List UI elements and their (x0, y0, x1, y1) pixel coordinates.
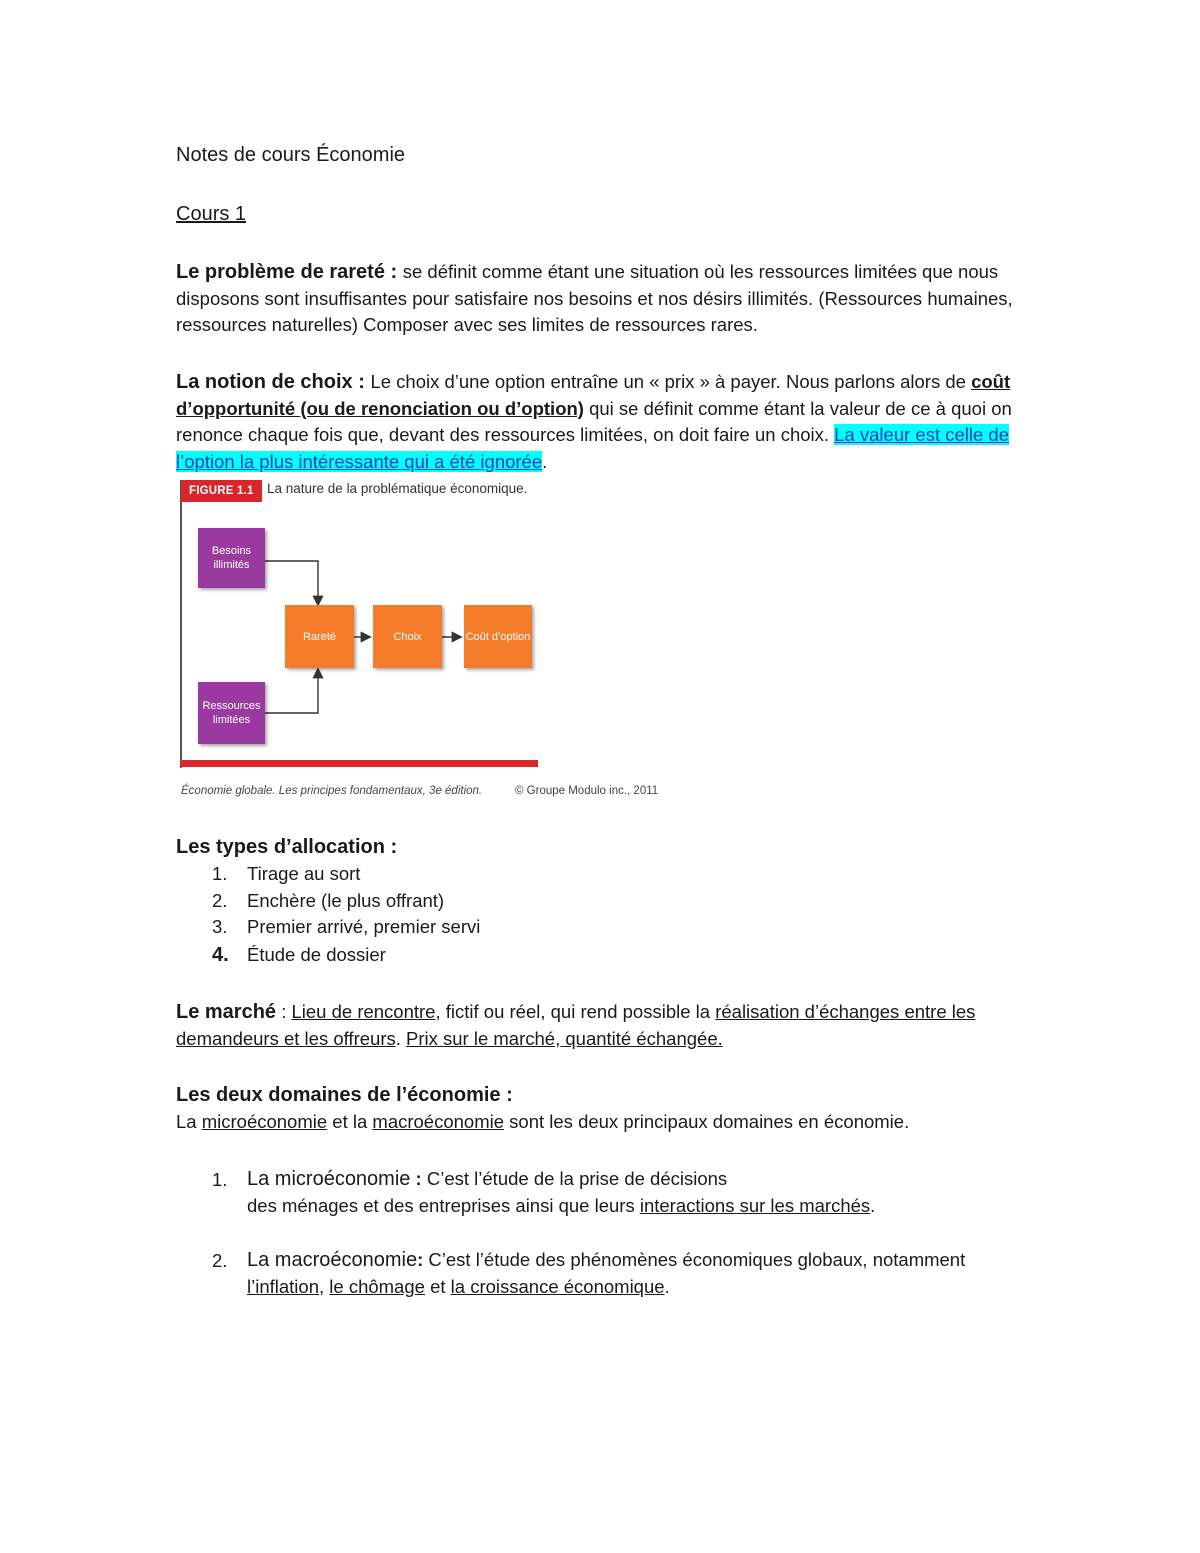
figure-copyright: © Groupe Modulo inc., 2011 (515, 785, 659, 797)
rarete-definition: se définit comme étant une situation où les ressources limitées que nous disposons sont insuffisantes pour satisfaire nos besoins et nos désirs illimités. (Ressources humaines, ressources naturelles) Composer avec ses limites de ressources rares. (176, 261, 1013, 335)
heading-allocation: Les types d’allocation : (176, 836, 398, 858)
arrow-besoins-rarete (265, 561, 318, 604)
list-item (176, 888, 1036, 915)
paragraph-rarete (176, 259, 1036, 339)
paragraph-marche (176, 999, 1036, 1052)
figure-source: Économie globale. Les principes fondamentaux, 3e édition. (181, 785, 483, 797)
choix-end: . (542, 450, 548, 472)
list-number: 1. (212, 863, 228, 884)
micro-def-line2: des ménages et des entreprises ainsi que leurs (247, 1194, 640, 1216)
highlighted-definition: La valeur est celle de l’option la plus intéressante qui a été ignorée (176, 424, 1010, 472)
document-title: Notes de cours Économie (176, 144, 406, 166)
figure-problematique-economique (178, 478, 678, 808)
list-number: 1. (212, 1169, 228, 1190)
punctuation: . (664, 1275, 670, 1297)
paragraph-domaines (176, 1109, 1036, 1136)
box-ressources-limitees: Ressources limitées (198, 682, 265, 744)
list-item (176, 942, 1036, 969)
term-choix: La notion de choix (176, 371, 353, 393)
figure-caption: La nature de la problématique économique. (267, 481, 528, 496)
figure-badge: FIGURE 1.1 (181, 480, 262, 502)
list-text: Étude de dossier (247, 943, 386, 965)
list-text: Enchère (le plus offrant) (247, 889, 445, 911)
box-besoins-illimites: Besoins illimités (198, 528, 265, 588)
list-number: 2. (212, 889, 228, 911)
punctuation: . (870, 1194, 876, 1216)
box-choix: Choix (373, 605, 442, 668)
marche-lieu: Lieu de rencontre (291, 1001, 436, 1022)
marche-prix: Prix sur le marché, quantité échangée. (406, 1027, 723, 1049)
link-microeconomie: microéconomie (201, 1111, 328, 1132)
marche-realisation: réalisation d’échanges entre les demandeurs et les offreurs (176, 1001, 976, 1049)
list-text: Tirage au sort (247, 863, 361, 884)
list-text: Premier arrivé, premier servi (247, 916, 481, 937)
conjunction: et (424, 1275, 451, 1297)
micro-def-line1: C’est l’étude de la prise de décisions (426, 1168, 728, 1189)
list-number: 2. (212, 1250, 228, 1271)
separator: : (384, 261, 403, 283)
list-item (176, 861, 1036, 888)
separator: : (417, 1249, 429, 1270)
macro-inflation: l’inflation (247, 1275, 319, 1297)
list-number: 4. (212, 943, 229, 966)
list-number: 3. (212, 916, 228, 937)
marche-text: , fictif ou réel, qui rend possible la (435, 1001, 716, 1022)
separator: : (276, 1001, 292, 1022)
micro-link: interactions sur les marchés (639, 1194, 871, 1216)
separator: : (410, 1168, 427, 1189)
marche-text: . (395, 1027, 407, 1049)
paragraph-choix (176, 369, 1036, 475)
choix-text-2: qui se définit comme étant la valeur de ce à quoi on renonce chaque fois que, devant des ressources limitées, on doit faire un choix. (176, 397, 1012, 445)
separator: : (352, 371, 371, 393)
box-rarete: Rareté (285, 605, 354, 668)
term-rarete: Le problème de rareté (176, 261, 385, 283)
macro-def-line1: C’est l’étude des phénomènes économiques globaux, notamment (428, 1249, 966, 1270)
arrow-ressources-rarete (265, 670, 318, 713)
figure-bottom-rule (180, 760, 538, 767)
domaines-text: sont les deux principaux domaines en économie. (504, 1111, 910, 1132)
term-marche: Le marché (176, 1001, 277, 1023)
punctuation: , (319, 1275, 330, 1297)
domaines-text: La (176, 1111, 202, 1132)
list-item (176, 914, 1036, 941)
box-cout-option: Coût d’option (464, 605, 532, 668)
macro-chomage: le chômage (329, 1275, 425, 1297)
macro-croissance: la croissance économique (450, 1275, 665, 1297)
heading-domaines: Les deux domaines de l’économie : (176, 1084, 513, 1106)
allocation-list (176, 861, 1036, 968)
term-cout-opportunite: coût d’opportunité (ou de renonciation ou d’option) (176, 371, 1011, 419)
section-heading-cours: Cours 1 (176, 203, 247, 225)
term-macroeconomie: La macroéconomie (247, 1249, 418, 1271)
domaine-item-micro (176, 1166, 1036, 1219)
domaines-text: et la (327, 1111, 373, 1132)
choix-text-1: Le choix d’une option entraîne un « prix » à payer. Nous parlons alors de (370, 371, 966, 392)
term-microeconomie: La microéconomie (247, 1168, 411, 1190)
domaine-item-macro (176, 1247, 1036, 1300)
link-macroeconomie: macroéconomie (372, 1111, 505, 1132)
